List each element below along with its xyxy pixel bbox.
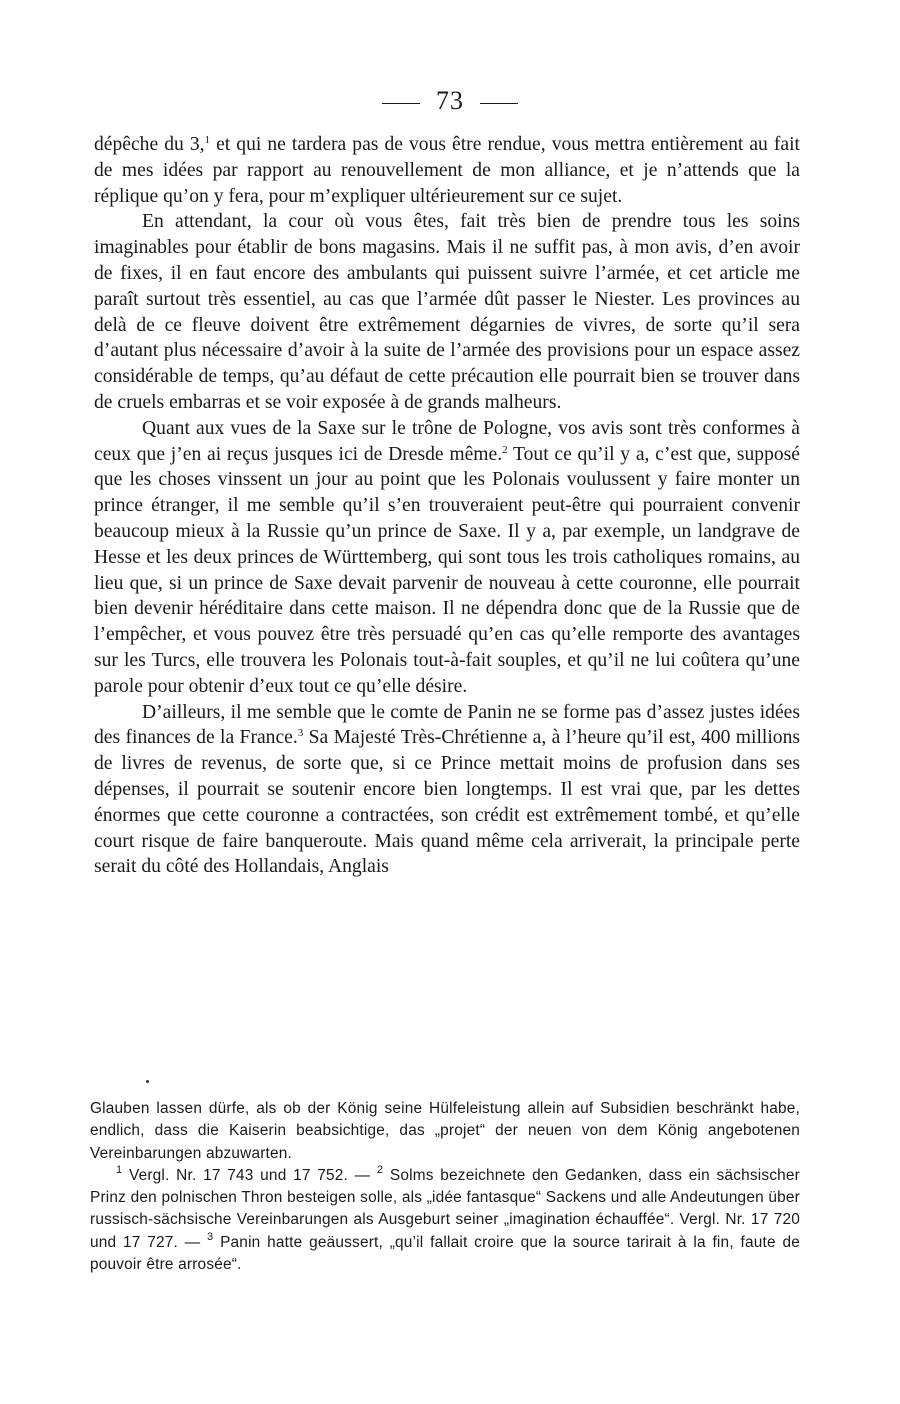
page-header <box>0 84 900 118</box>
text-segment: Sa Majesté Très-Chrétienne a, à l’heure qu’il est, 400 millions de livres de revenus, de sorte que, si ce Prince mettait moins de profusion dans ses dépenses, il pourrait se soutenir encore bien longtemps. Il est vrai que, par les dettes énormes que cette couronne a contractées, son crédit est extrêmement tombé, et qu’elle court risque de faire banqueroute. Mais quand même cela arriverait, la principale perte serait du côté des Hollandais, Anglais <box>94 727 800 878</box>
header-dash-left <box>382 103 420 104</box>
text-segment: Vergl. Nr. 17 743 und 17 752. — <box>122 1166 377 1184</box>
footnote-marker: 1 <box>204 134 211 146</box>
text-segment: Glauben lassen dürfe, als ob der König seine Hülfeleistung allein auf Subsidien beschränkt habe, endlich, dass die Kaiserin beabsichtige, das „projet“ der neuen von dem König angebotenen Vereinbarungen abzuwarten. <box>90 1100 800 1162</box>
stray-dot-mark <box>146 1080 149 1083</box>
text-segment: Solms bezeichnete den Gedanken, dass ein sächsischer Prinz den polnischen Thron besteigen solle, als „idée fantasque“ Sackens und alle Andeutungen über russisch-sächsische Vereinbarungen als Ausgeburt seiner „imagination échauffée“. Vergl. Nr. 17 720 und 17 727. — <box>90 1166 800 1251</box>
header-dash-right <box>480 103 518 104</box>
text-segment: Quant aux vues de la Saxe sur le trône de Pologne, vos avis sont très conformes à ceux que j’en ai reçus jusques ici de Dresde même. <box>94 417 800 465</box>
text-segment: En attendant, la cour où vous êtes, fait très bien de prendre tous les soins imaginables pour établir de bons magasins. Mais il ne suffit pas, à mon avis, d’en avoir de fixes, il en faut encore des ambulants qui puissent suivre l’armée, et cet article me paraît surtout très essentiel, au cas que l’armée dût passer le Niester. Les provinces au delà de ce fleuve doivent être extrêmement dégarnies de vivres, de sorte qu’il sera d’autant plus nécessaire d’avoir à la suite de l’armée des provisions pour un espace assez considérable de temps, qu’au défaut de cette précaution elle pourrait bien se trouver dans de cruels embarras et se voir exposée à de grands malheurs. <box>94 211 800 413</box>
paragraph <box>94 132 800 209</box>
paragraph <box>94 416 800 700</box>
text-segment: dépêche du 3, <box>94 134 205 155</box>
main-text <box>94 132 800 880</box>
paragraph <box>94 209 800 415</box>
footnote-marker: 2 <box>502 443 508 456</box>
text-segment: Tout ce qu’il y a, c’est que, supposé que les choses vinssent un jour au point que les Polonais voulussent y faire monter un prince étranger, il me semble qu’il s’en trouveraient peut-être qui pourraient convenir beaucoup mieux à la Russie qu’un prince de Saxe. Il y a, par exemple, un landgrave de Hesse et les deux princes de Württemberg, qui sont tous les trois catholiques romains, au lieu que, si un prince de Saxe devait parvenir de nouveau à cette couronne, elle pourrait bien devenir héréditaire dans cette maison. Il ne dépendra donc que de la Russie que de l’empêcher, et vous pouvez être très persuadé qu’en cas qu’elle remporte des avantages sur les Turcs, elle trouvera les Polonais tout-à-fait souples, et qu’il ne lui coûtera qu’une parole pour obtenir d’eux tout ce qu’elle désire. <box>94 443 800 697</box>
text-segment: et qui ne tardera pas de vous être rendue, vous mettra entièrement au fait de mes idées par rapport au renouvellement de mon alliance, et je n’attends que la réplique qu’on y fera, pour m’expliquer ultérieurement sur ce sujet. <box>94 134 800 207</box>
text-segment: Panin hatte geäussert, „qu’il fallait croire que la source tarirait à la fin, faute de pouvoir être arrosée“. <box>90 1233 800 1274</box>
paragraph <box>94 700 800 881</box>
footnotes <box>90 1098 800 1276</box>
footnote-marker: 3 <box>297 727 304 740</box>
text-segment: D’ailleurs, il me semble que le comte de Panin ne se forme pas d’assez justes idées des finances de la France. <box>94 701 800 749</box>
page-number: 73 <box>436 86 464 115</box>
footnote-marker: 1 <box>116 1163 123 1176</box>
footnote-marker: 3 <box>207 1230 214 1243</box>
footnote <box>90 1098 800 1165</box>
footnote-marker: 2 <box>376 1163 384 1176</box>
footnote <box>90 1165 800 1276</box>
